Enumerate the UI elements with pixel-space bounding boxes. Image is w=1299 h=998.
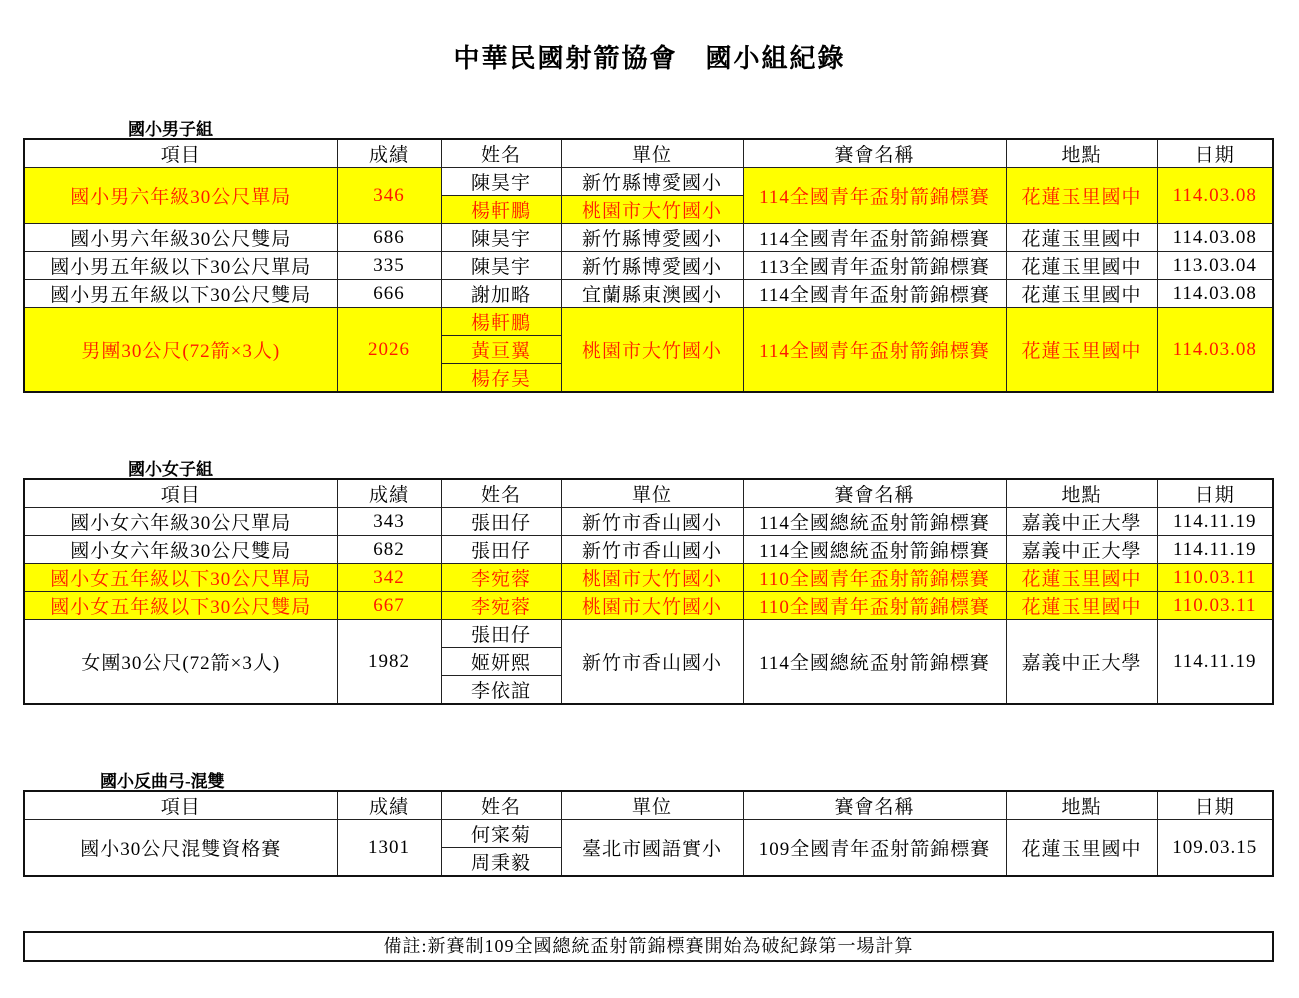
record-place: 嘉義中正大學	[1006, 508, 1157, 536]
record-date: 114.03.08	[1157, 280, 1273, 308]
record-score: 335	[337, 252, 441, 280]
record-event: 114全國總統盃射箭錦標賽	[743, 508, 1006, 536]
record-date: 114.11.19	[1157, 508, 1273, 536]
record-unit: 新竹市香山國小	[561, 536, 743, 564]
record-date: 110.03.11	[1157, 592, 1273, 620]
record-score: 1301	[337, 820, 441, 877]
remark-note: 備註:新賽制109全國總統盃射箭錦標賽開始為破紀錄第一場計算	[23, 931, 1274, 962]
record-score: 1982	[337, 620, 441, 705]
record-item: 女團30公尺(72箭×3人)	[24, 620, 337, 705]
record-name: 李宛蓉	[441, 592, 561, 620]
record-row	[24, 592, 1273, 620]
record-unit: 新竹市香山國小	[561, 508, 743, 536]
header-row	[24, 791, 1273, 820]
header-item: 項目	[24, 791, 337, 820]
header-score: 成績	[337, 139, 441, 168]
record-item: 國小女六年級30公尺雙局	[24, 536, 337, 564]
record-event: 114全國總統盃射箭錦標賽	[743, 536, 1006, 564]
header-score: 成績	[337, 479, 441, 508]
record-score: 686	[337, 224, 441, 252]
record-score: 682	[337, 536, 441, 564]
record-unit: 桃園市大竹國小	[561, 196, 743, 224]
record-event: 114全國總統盃射箭錦標賽	[743, 620, 1006, 705]
header-event: 賽會名稱	[743, 139, 1006, 168]
header-row	[24, 139, 1273, 168]
record-name: 黃亘翼	[441, 336, 561, 364]
record-date: 113.03.04	[1157, 252, 1273, 280]
header-name: 姓名	[441, 139, 561, 168]
record-name: 謝加略	[441, 280, 561, 308]
girls-records-table	[23, 478, 1274, 705]
record-score: 2026	[337, 308, 441, 393]
header-place: 地點	[1006, 791, 1157, 820]
record-score: 342	[337, 564, 441, 592]
record-place: 花蓮玉里國中	[1006, 224, 1157, 252]
record-date: 110.03.11	[1157, 564, 1273, 592]
record-score: 346	[337, 168, 441, 224]
record-place: 花蓮玉里國中	[1006, 592, 1157, 620]
header-name: 姓名	[441, 791, 561, 820]
record-row	[24, 308, 1273, 336]
record-row	[24, 252, 1273, 280]
header-unit: 單位	[561, 479, 743, 508]
record-place: 花蓮玉里國中	[1006, 168, 1157, 224]
header-item: 項目	[24, 139, 337, 168]
record-name: 張田仔	[441, 620, 561, 648]
record-place: 嘉義中正大學	[1006, 536, 1157, 564]
header-unit: 單位	[561, 791, 743, 820]
record-item: 國小女五年級以下30公尺單局	[24, 564, 337, 592]
record-unit: 臺北市國語實小	[561, 820, 743, 877]
record-event: 110全國青年盃射箭錦標賽	[743, 564, 1006, 592]
record-row	[24, 620, 1273, 648]
record-unit: 桃園市大竹國小	[561, 564, 743, 592]
record-event: 114全國青年盃射箭錦標賽	[743, 308, 1006, 393]
section-label-mixed: 國小反曲弓-混雙	[100, 772, 225, 791]
header-place: 地點	[1006, 139, 1157, 168]
record-date: 109.03.15	[1157, 820, 1273, 877]
record-name: 李宛蓉	[441, 564, 561, 592]
record-event: 113全國青年盃射箭錦標賽	[743, 252, 1006, 280]
header-date: 日期	[1157, 791, 1273, 820]
record-date: 114.03.08	[1157, 308, 1273, 393]
record-row	[24, 536, 1273, 564]
mixed-records-table	[23, 790, 1274, 877]
header-event: 賽會名稱	[743, 479, 1006, 508]
header-item: 項目	[24, 479, 337, 508]
record-event: 109全國青年盃射箭錦標賽	[743, 820, 1006, 877]
record-event: 114全國青年盃射箭錦標賽	[743, 168, 1006, 224]
record-row	[24, 820, 1273, 848]
record-place: 嘉義中正大學	[1006, 620, 1157, 705]
header-date: 日期	[1157, 479, 1273, 508]
record-name: 李依誼	[441, 676, 561, 705]
record-name: 楊軒鵬	[441, 196, 561, 224]
record-date: 114.11.19	[1157, 536, 1273, 564]
record-row	[24, 168, 1273, 196]
record-name: 陳昊宇	[441, 224, 561, 252]
header-row	[24, 479, 1273, 508]
record-name: 何寀菊	[441, 820, 561, 848]
record-item: 男團30公尺(72箭×3人)	[24, 308, 337, 393]
record-unit: 新竹市香山國小	[561, 620, 743, 705]
record-item: 國小男六年級30公尺單局	[24, 168, 337, 224]
record-unit: 新竹縣博愛國小	[561, 224, 743, 252]
record-unit: 桃園市大竹國小	[561, 308, 743, 393]
record-name: 楊存昊	[441, 364, 561, 393]
record-item: 國小30公尺混雙資格賽	[24, 820, 337, 877]
record-date: 114.03.08	[1157, 168, 1273, 224]
boys-records-table	[23, 138, 1274, 393]
page-title: 中華民國射箭協會 國小組紀錄	[453, 44, 846, 73]
section-label-girls: 國小女子組	[128, 460, 213, 479]
record-event: 114全國青年盃射箭錦標賽	[743, 280, 1006, 308]
record-unit: 桃園市大竹國小	[561, 592, 743, 620]
record-item: 國小男六年級30公尺雙局	[24, 224, 337, 252]
record-score: 667	[337, 592, 441, 620]
record-date: 114.03.08	[1157, 224, 1273, 252]
record-name: 周秉毅	[441, 848, 561, 877]
header-unit: 單位	[561, 139, 743, 168]
record-score: 666	[337, 280, 441, 308]
record-item: 國小男五年級以下30公尺雙局	[24, 280, 337, 308]
header-event: 賽會名稱	[743, 791, 1006, 820]
record-name: 姬妍熙	[441, 648, 561, 676]
record-place: 花蓮玉里國中	[1006, 308, 1157, 393]
record-row	[24, 280, 1273, 308]
record-unit: 新竹縣博愛國小	[561, 252, 743, 280]
record-name: 陳昊宇	[441, 168, 561, 196]
record-name: 張田仔	[441, 508, 561, 536]
record-place: 花蓮玉里國中	[1006, 820, 1157, 877]
record-event: 114全國青年盃射箭錦標賽	[743, 224, 1006, 252]
record-item: 國小女五年級以下30公尺雙局	[24, 592, 337, 620]
record-row	[24, 508, 1273, 536]
header-date: 日期	[1157, 139, 1273, 168]
record-place: 花蓮玉里國中	[1006, 252, 1157, 280]
section-label-boys: 國小男子組	[128, 120, 213, 139]
header-score: 成績	[337, 791, 441, 820]
header-place: 地點	[1006, 479, 1157, 508]
record-item: 國小女六年級30公尺單局	[24, 508, 337, 536]
record-name: 楊軒鵬	[441, 308, 561, 336]
record-score: 343	[337, 508, 441, 536]
record-item: 國小男五年級以下30公尺單局	[24, 252, 337, 280]
record-place: 花蓮玉里國中	[1006, 564, 1157, 592]
record-event: 110全國青年盃射箭錦標賽	[743, 592, 1006, 620]
record-unit: 新竹縣博愛國小	[561, 168, 743, 196]
record-date: 114.11.19	[1157, 620, 1273, 705]
record-row	[24, 564, 1273, 592]
header-name: 姓名	[441, 479, 561, 508]
record-row	[24, 224, 1273, 252]
record-name: 陳昊宇	[441, 252, 561, 280]
record-name: 張田仔	[441, 536, 561, 564]
record-place: 花蓮玉里國中	[1006, 280, 1157, 308]
record-unit: 宜蘭縣東澳國小	[561, 280, 743, 308]
